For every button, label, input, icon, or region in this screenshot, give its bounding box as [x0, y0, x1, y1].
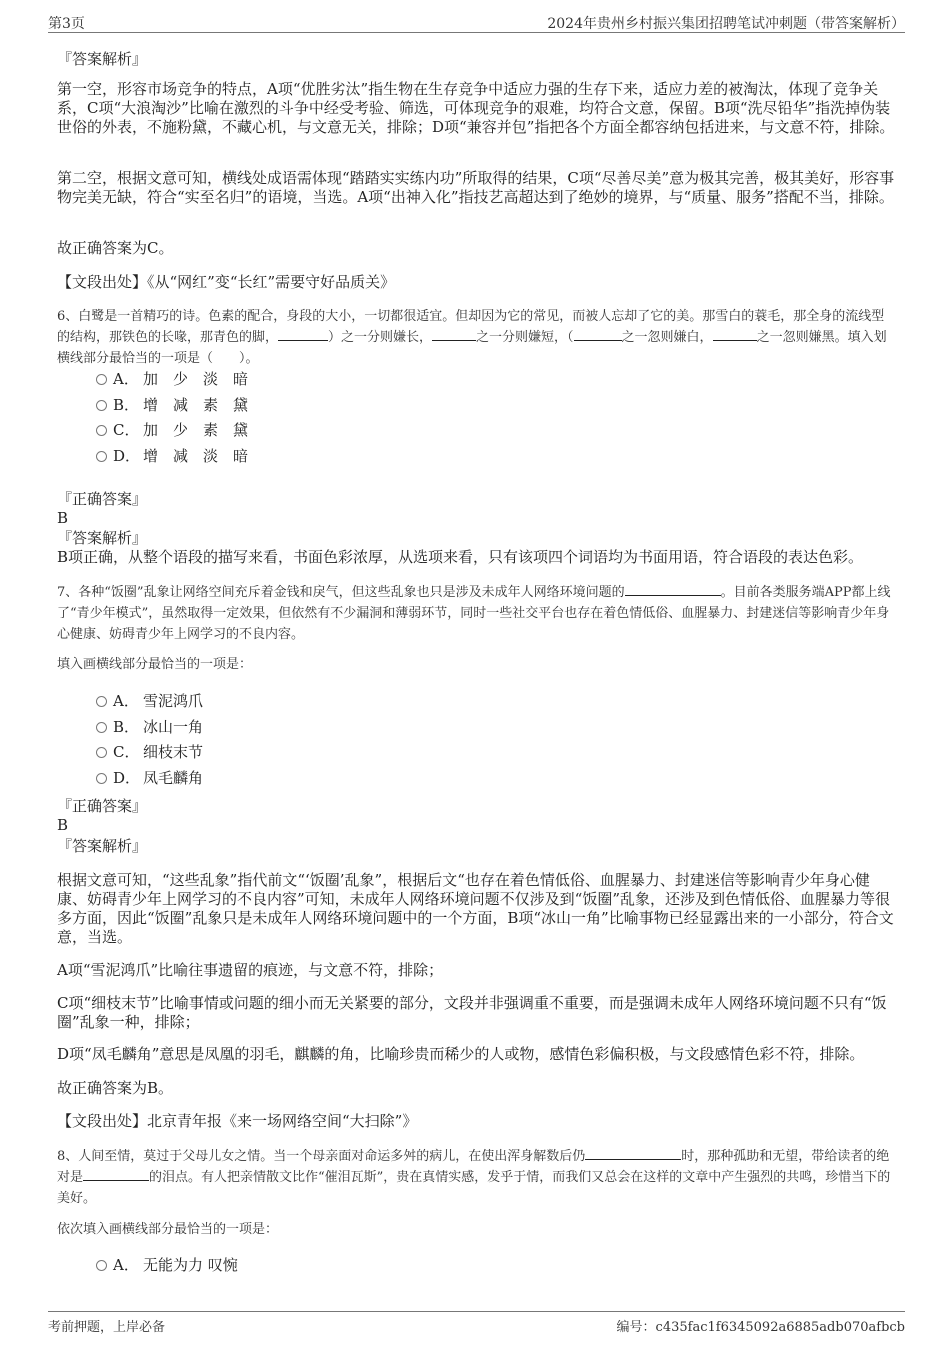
option-d[interactable]: D． 增 减 淡 暗 — [96, 446, 248, 466]
radio-button[interactable] — [96, 696, 107, 707]
option-a[interactable]: A． 雪泥鸿爪 — [96, 691, 203, 711]
option-d[interactable]: D． 凤毛麟角 — [96, 768, 203, 788]
document-code: 编号：c435fac1f6345092a6885adb070afbcb — [616, 1320, 905, 1335]
source-citation: 【文段出处】北京青年报《来一场网络空间“大扫除”》 — [57, 1112, 418, 1130]
option-b[interactable]: B． 冰山一角 — [96, 717, 203, 737]
blank-line — [625, 582, 721, 596]
question-8-stem: 8、人间至情，莫过于父母儿女之情。当一个母亲面对命运多舛的病儿，在使出浑身解数后仍 时，那种孤助和无望，带给读者的绝对是 的泪点。有人把亲情散文比作“催泪瓦斯”，贵在真情实感，发乎于情，而我们又总会在这样的文章中产生强烈的共鸣，珍惜当下的美好。 — [57, 1146, 897, 1209]
radio-button[interactable] — [96, 1260, 107, 1271]
page-header — [48, 12, 905, 33]
option-c[interactable]: C． 细枝末节 — [96, 742, 203, 762]
analysis-label: 『答案解析』 — [57, 837, 148, 855]
correct-answer: B — [57, 509, 69, 527]
blank-line — [278, 327, 328, 341]
answer-statement: 故正确答案为B。 — [57, 1079, 174, 1097]
analysis-paragraph: D项“凤毛麟角”意思是凤凰的羽毛，麒麟的角，比喻珍贵而稀少的人或物，感情色彩偏积极，与文段感情色彩不符，排除。 — [57, 1045, 865, 1063]
correct-answer-label: 『正确答案』 — [57, 490, 148, 508]
analysis-label: 『答案解析』 — [57, 529, 148, 547]
analysis-paragraph: A项“雪泥鸿爪”比喻往事遗留的痕迹，与文意不符，排除； — [57, 961, 444, 979]
blank-line — [83, 1167, 149, 1181]
footer-slogan: 考前押题，上岸必备 — [48, 1320, 166, 1335]
blank-line — [574, 327, 622, 341]
radio-button[interactable] — [96, 773, 107, 784]
page-number: 第3页 — [48, 16, 85, 32]
radio-button[interactable] — [96, 722, 107, 733]
question-7-stem: 7、各种“饭圈”乱象让网络空间充斥着金钱和戾气，但这些乱象也只是涉及未成年人网络环境问题的 。目前各类服务端APP都上线了“青少年模式”，虽然取得一定效果，但依然有不少漏洞和薄弱环节，同时一些社交平台也存在着色情低俗、血腥暴力、封建迷信等影响青少年身心健康、妨碍青少年上网学习的不良内容。 — [57, 582, 897, 645]
radio-button[interactable] — [96, 400, 107, 411]
option-c[interactable]: C． 加 少 素 黛 — [96, 420, 248, 440]
option-a[interactable]: A． 加 少 淡 暗 — [96, 369, 248, 389]
analysis-paragraph: B项正确，从整个语段的描写来看，书面色彩浓厚，从选项来看，只有该项四个词语均为书面用语，符合语段的表达色彩。 — [57, 548, 864, 566]
blank-line — [585, 1146, 681, 1160]
correct-answer-label: 『正确答案』 — [57, 797, 148, 815]
analysis-paragraph: 第一空，形容市场竞争的特点，A项“优胜劣汰”指生物在生存竞争中适应力强的生存下来，适应力差的被淘汰，体现了竞争关系，C项“大浪淘沙”比喻在激烈的斗争中经受考验、筛选，可体现竞争的艰难，均符合文意，保留。B项“洗尽铅华”指洗掉伪装世俗的外表，不施粉黛，不藏心机，与文意无关，排除；D项“兼容并包”指把各个方面全都容纳包括进来，与文意不符，排除。 — [57, 80, 895, 136]
blank-line — [432, 327, 476, 341]
blank-line — [713, 327, 757, 341]
correct-answer: B — [57, 816, 69, 834]
source-citation: 【文段出处】《从“网红”变“长红”需要守好品质关》 — [57, 273, 396, 291]
question-prompt: 依次填入画横线部分最恰当的一项是： — [57, 1222, 279, 1237]
question-prompt: 填入画横线部分最恰当的一项是： — [57, 657, 253, 672]
analysis-label: 『答案解析』 — [57, 50, 148, 68]
radio-button[interactable] — [96, 374, 107, 385]
radio-button[interactable] — [96, 747, 107, 758]
answer-statement: 故正确答案为C。 — [57, 239, 174, 257]
analysis-paragraph: C项“细枝末节”比喻事情或问题的细小而无关紧要的部分，文段并非强调重不重要，而是强调未成年人网络环境问题不只有“饭圈”乱象一种，排除； — [57, 994, 887, 1031]
question-6-stem: 6、白鹭是一首精巧的诗。色素的配合，身段的大小，一切都很适宜。但却因为它的常见，而被人忘却了它的美。那雪白的蓑毛，那全身的流线型的结构，那铁色的长喙，那青色的脚， ）之一分则嫌长， 之一分则嫌短，（ 之一忽则嫌白， 之一忽则嫌黑。填入划横线部分最恰当的一项是（ ）。 — [57, 309, 887, 366]
analysis-paragraph: 第二空，根据文意可知，横线处成语需体现“踏踏实实练内功”所取得的结果，C项“尽善尽美”意为极其完善，极其美好，形容事物完美无缺，符合“实至名归”的语境，当选。A项“出神入化”指技艺高超达到了绝妙的境界，与“质量、服务”搭配不当，排除。 — [57, 169, 895, 206]
radio-button[interactable] — [96, 425, 107, 436]
document-title: 2024年贵州乡村振兴集团招聘笔试冲刺题（带答案解析） — [547, 16, 905, 32]
option-a[interactable]: A． 无能为力 叹惋 — [96, 1255, 238, 1275]
analysis-paragraph: 根据文意可知，“这些乱象”指代前文“‘饭圈’乱象”，根据后文“也存在着色情低俗、血腥暴力、封建迷信等影响青少年身心健康、妨碍青少年上网学习的不良内容”可知，未成年人网络环境问题不仅涉及到“饭圈”乱象，还涉及到色情低俗、血腥暴力等很多方面，因此“饭圈”乱象只是未成年人网络环境问题中的一个方面，B项“冰山一角”比喻事物已经显露出来的一小部分，符合文意，当选。 — [57, 871, 894, 946]
page-footer — [48, 1311, 905, 1334]
radio-button[interactable] — [96, 451, 107, 462]
option-b[interactable]: B． 增 减 素 黛 — [96, 395, 248, 415]
